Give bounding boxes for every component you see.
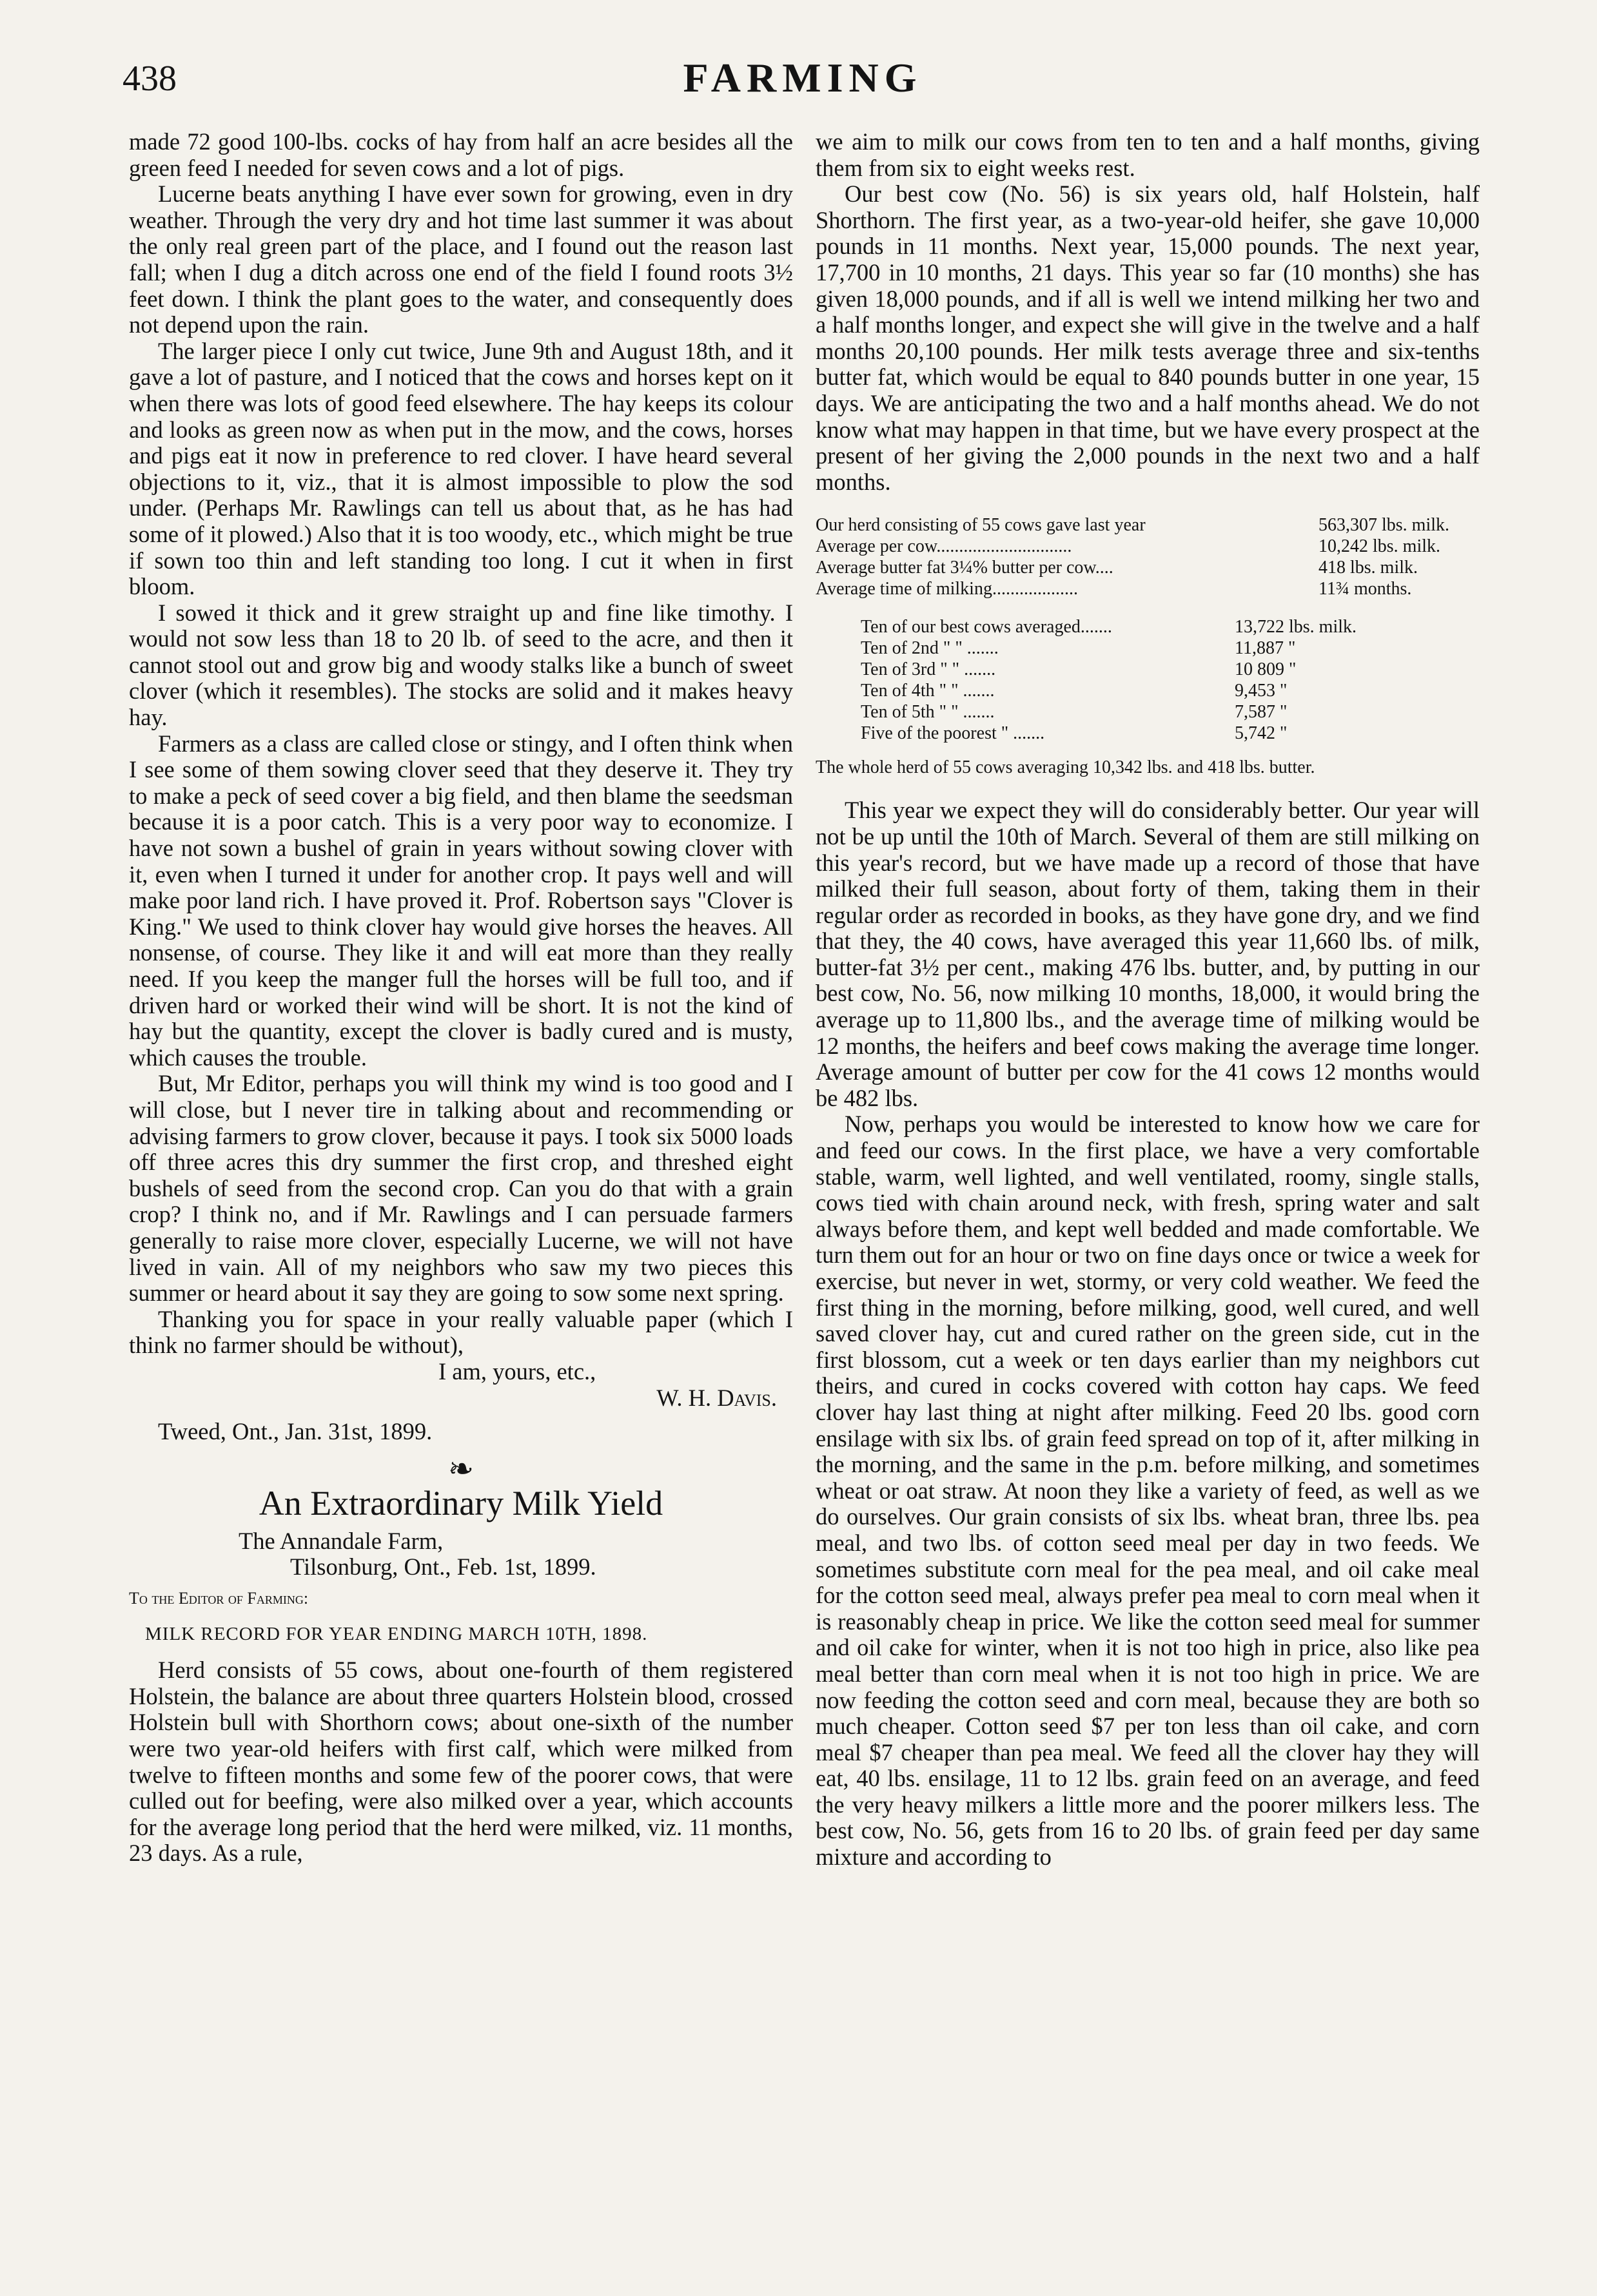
paragraph: Lucerne beats anything I have ever sown for growing, even in dry weather. Through the very dry and hot time last summer it was about the only real green part of the place, and I found out the reason last fall; when I dug a ditch across one end of the field I found roots 3½ feet down. I think the plant goes to the water, and consequently does not depend upon the rain. <box>129 180 793 338</box>
average-row <box>861 701 1480 723</box>
stats-label: Our herd consisting of 55 cows gave last year <box>816 515 1146 536</box>
paragraph: we aim to milk our cows from ten to ten and a half months, giving them from six to eight weeks rest. <box>816 129 1480 181</box>
whole-herd-note: The whole herd of 55 cows averaging 10,342 lbs. and 418 lbs. butter. <box>816 757 1315 778</box>
stats-row <box>816 578 1480 599</box>
stats-value: 418 lbs. milk. <box>1318 558 1418 578</box>
article-title: An Extraordinary Milk Yield <box>259 1484 663 1523</box>
editor-salutation: To the Editor of Farming: <box>129 1589 309 1608</box>
stats-label: Average per cow.............................. <box>816 536 1072 557</box>
average-label: Five of the poorest " ....... <box>861 723 1045 744</box>
herd-stats-table <box>816 514 1480 599</box>
average-value: 13,722 lbs. milk. <box>1235 617 1357 637</box>
ten-cow-averages-table <box>861 616 1480 744</box>
stats-row <box>816 536 1480 557</box>
stats-label: Average time of milking................... <box>816 579 1078 599</box>
paragraph: The larger piece I only cut twice, June 9th and August 18th, and it gave a lot of pasture, and I noticed that the cows and horses kept on it when there was lots of good feed elsewhere. The hay keeps its colour and looks as green now as when put in the mow, and the cows, horses and pigs eat it now in preference to red clover. I have heard several objections to it, viz., that it is almost impossible to plow the sod under. (Perhaps Mr. Rawlings can tell us about that, as he has had some of it plowed.) Also that it is too woody, etc., which might be true if sown too thin and left standing too long. I cut it when in first bloom. <box>129 337 793 600</box>
average-value: 7,587 " <box>1235 702 1288 723</box>
paragraph: Thanking you for space in your really valuable paper (which I think no farmer should be without), <box>129 1305 793 1359</box>
flourish-ornament: ❧ <box>447 1452 475 1486</box>
paragraph: Farmers as a class are called close or stingy, and I often think when I see some of them sowing clover seed that they deserve it. They try to make a peck of seed cover a big field, and then blame the seedsman because it is a poor catch. This is a very poor way to economize. I have not sown a bushel of grain in years without sowing clover with it, even when I turned it under for another crop. It pays well and will make poor land rich. I have proved it. Prof. Robertson says "Clover is King." We used to think clover hay would give horses the heaves. All nonsense, of course. They like it and will eat more than they really need. If you keep the manger full the horses will be full too, and if driven hard or worked their wind will be short. It is not the kind of hay but the quantity, except the clover is badly cured and is musty, which causes the trouble. <box>129 730 793 1071</box>
journal-title: FARMING <box>683 55 923 101</box>
average-label: Ten of our best cows averaged....... <box>861 617 1112 637</box>
average-value: 10 809 " <box>1235 659 1297 680</box>
average-value: 9,453 " <box>1235 681 1288 701</box>
address-line: The Annandale Farm, <box>239 1527 444 1554</box>
average-row <box>861 616 1480 637</box>
average-row <box>861 680 1480 701</box>
address-line: Tilsonburg, Ont., Feb. 1st, 1899. <box>290 1553 596 1581</box>
stats-value: 563,307 lbs. milk. <box>1318 515 1450 536</box>
signature: W. H. Davis. <box>656 1384 777 1411</box>
average-label: Ten of 3rd " " ....... <box>861 659 996 680</box>
paragraph: Herd consists of 55 cows, about one-fourth of them registered Holstein, the balance are about three quarters Holstein blood, crossed Holstein bull with Shorthorn cows; about one-sixth of the number were two year-old heifers with first calf, which were milked from twelve to fifteen months and some few of the poorer cows, that were culled out for beefing, were also milked over a year, which accounts for the average long period that the herd were milked, viz. 11 months, 23 days. As a rule, <box>129 1657 793 1867</box>
paragraph: But, Mr Editor, perhaps you will think my wind is too good and I will close, but I never tire in talking about and recommending or advising farmers to grow clover, because it pays. I took six 5000 loads off three acres this dry summer the first crop, and threshed eight bushels of seed from the second crop. Can you do that with a grain crop? I think no, and if Mr. Rawlings and I can persuade farmers generally to raise more clover, especially Lucerne, we will not have lived in vain. All of my neighbors who saw my two pieces this summer or heard about it say they are going to sow some next spring. <box>129 1070 793 1307</box>
average-label: Ten of 2nd " " ....... <box>861 638 999 659</box>
paragraph: Our best cow (No. 56) is six years old, half Holstein, half Shorthorn. The first year, as a two-year-old heifer, she gave 10,000 pounds in 11 months. Next year, 15,000 pounds. The next year, 17,700 in 10 months, 21 days. This year so far (10 months) she has given 18,000 pounds, and if all is well we intend milking her two and a half months longer, and expect she will give in the twelve and a half months 20,100 pounds. Her milk tests average three and six-tenths butter fat, which would be equal to 840 pounds butter in one year, 15 days. We are anticipating the two and a half months ahead. We do not know what may happen in that time, but we have every prospect at the present of her giving the 2,000 pounds in the next two and a half months. <box>816 180 1480 495</box>
average-row <box>861 637 1480 659</box>
average-label: Ten of 4th " " ....... <box>861 681 995 701</box>
stats-value: 11¾ months. <box>1318 579 1412 599</box>
paragraph: This year we expect they will do considerably better. Our year will not be up until the 10th of March. Several of them are still milking on this year's record, but we have made up a record of those that have milked their full season, about forty of them, taking them in their regular order as recorded in books, as they have gone dry, and we find that they, the 40 cows, have averaged this year 11,660 lbs. of milk, butter-fat 3½ per cent., making 476 lbs. butter, and, by putting in our best cow, No. 56, now milking 10 months, 18,000, it would bring the average up to 11,800 lbs., and the average time of milking would be 12 months, the heifers and beef cows making the average time longer. Average amount of butter per cow for the 41 cows 12 months would be 482 lbs. <box>816 797 1480 1111</box>
page-number: 438 <box>122 59 177 99</box>
left-column <box>129 129 793 2256</box>
page-header <box>110 45 1496 110</box>
right-column <box>816 129 1480 2256</box>
paragraph: made 72 good 100-lbs. cocks of hay from half an acre besides all the green feed I needed for seven cows and a lot of pigs. <box>129 129 793 181</box>
average-value: 5,742 " <box>1235 723 1288 744</box>
signoff: I am, yours, etc., <box>438 1357 596 1385</box>
average-label: Ten of 5th " " ....... <box>861 702 995 723</box>
dateline: Tweed, Ont., Jan. 31st, 1899. <box>158 1418 433 1445</box>
average-value: 11,887 " <box>1235 638 1296 659</box>
paragraph: I sowed it thick and it grew straight up and fine like timothy. I would not sow less than 18 to 20 lb. of seed to the acre, and then it cannot stool out and grow big and woody stalks like a bunch of sweet clover (which it resembles). The stocks are solid and it makes heavy hay. <box>129 599 793 731</box>
record-heading: MILK RECORD FOR YEAR ENDING MARCH 10TH, 1898. <box>145 1623 648 1644</box>
average-row <box>861 723 1480 744</box>
stats-row <box>816 514 1480 536</box>
average-row <box>861 659 1480 680</box>
stats-value: 10,242 lbs. milk. <box>1318 536 1441 557</box>
stats-row <box>816 557 1480 578</box>
paragraph: Now, perhaps you would be interested to know how we care for and feed our cows. In the first place, we have a very comfortable stable, warm, well lighted, and well ventilated, roomy, single stalls, cows tied with chain around neck, with fresh, spring water and salt always before them, and kept well bedded and made comfortable. We turn them out for an hour or two on fine days once or twice a week for exercise, but never in wet, stormy, or very cold weather. We feed the first thing in the morning, before milking, good, well cured, and well saved clover hay, cut and cured rather on the green side, cut in the first blossom, cut a week or ten days earlier than my neighbors cut theirs, and cured in cocks covered with cotton hay caps. We feed clover hay last thing at night after milking. Feed 20 lbs. good corn ensilage with six lbs. of grain feed spread on top of it, after milking in the morning, and the same in the p.m. before milking, and sometimes wheat or oat straw. At noon they like a variety of feed, as well as we do ourselves. Our grain consists of six lbs. wheat bran, three lbs. pea meal, and two lbs. of cotton seed meal per day in two feeds. We sometimes substitute corn meal for the pea meal, and oil cake meal for the cotton seed meal, always prefer pea meal to corn meal when it is reasonably cheap in price. We like the cotton seed meal for summer and oil cake for winter, when it is not too high in price, also like pea meal better than corn meal when it is not too high in price. We are now feeding the cotton seed and corn meal, because they are both so much cheaper. Cotton seed $7 per ton less than oil cake, and corn meal $7 cheaper than pea meal. We feed all the clover hay they will eat, 40 lbs. ensilage, 11 to 12 lbs. grain feed on an average, and feed the very heavy milkers a little more and the poorer milkers less. The best cow, No. 56, gets from 16 to 20 lbs. of grain feed per day same mixture and according to <box>816 1111 1480 1871</box>
stats-label: Average butter fat 3¼% butter per cow.... <box>816 558 1113 578</box>
